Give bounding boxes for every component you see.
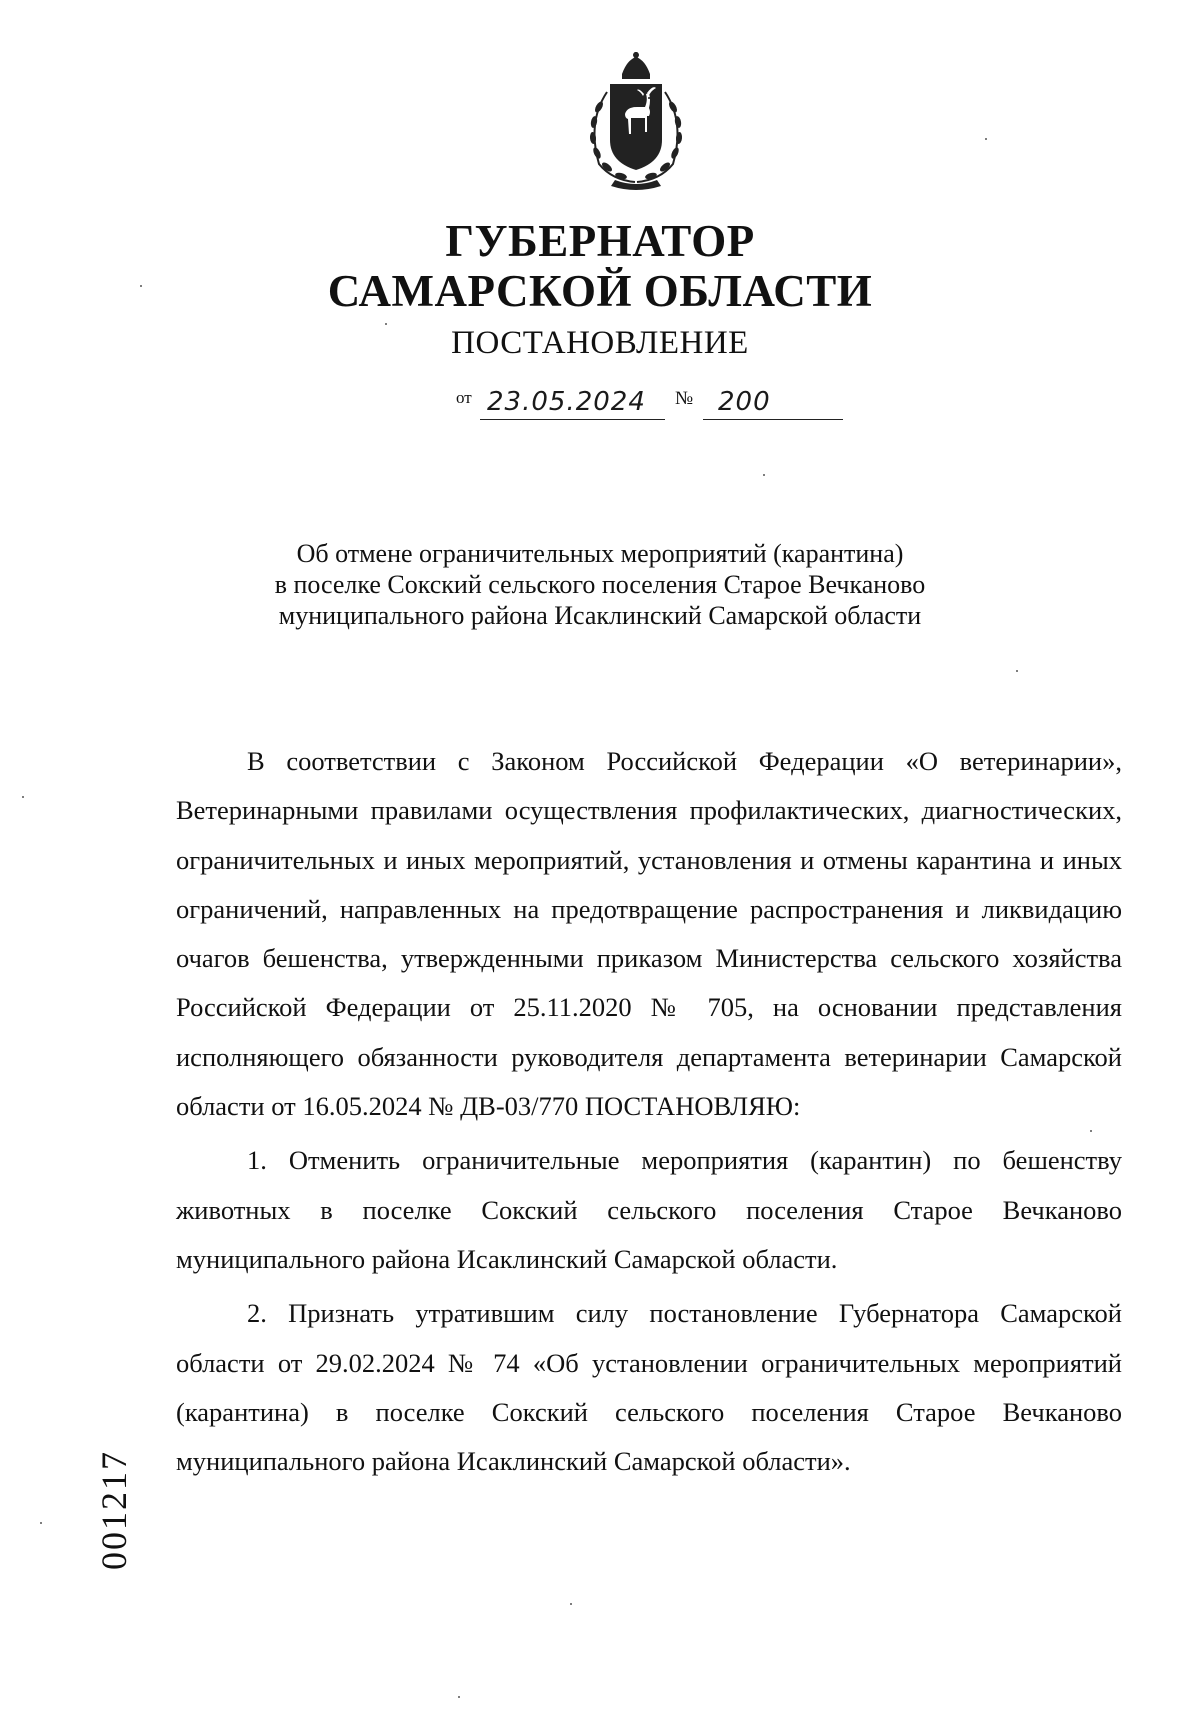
- title-line: в поселке Сокский сельского поселения Старое Вечканово: [274, 570, 926, 599]
- number-value: 200: [718, 387, 771, 417]
- title-line: муниципального района Исаклинский Самарской области: [278, 601, 922, 630]
- scan-speck: [385, 323, 387, 325]
- scan-speck: [40, 1522, 42, 1524]
- body-paragraph-preamble: В соответствии с Законом Российской Федерации «О ветеринарии», Ветеринарными правилами осуществления профилактических, диагностических, ограничительных и иных мероприятий, установления и отмены карантина и иных ограничений, направленных на предотвращение распространения и ликвидацию очагов бешенства, утвержденными приказом Министерства сельского хозяйства Российской Федерации от 25.11.2020 № 705, на основании представления исполняющего обязанности руководителя департамента ветеринарии Самарской области от 16.05.2024 № ДВ-03/770 ПОСТАНОВЛЯЮ:: [176, 746, 1122, 1122]
- date-prefix: от: [456, 388, 472, 407]
- samara-coat-of-arms-icon: [577, 52, 695, 190]
- body-paragraph-item-1: 1. Отменить ограничительные мероприятия (карантин) по бешенству животных в поселке Сокский сельского поселения Старое Вечканово муниципального района Исаклинский Самарской области.: [176, 1145, 1122, 1274]
- document-title: [200, 538, 1000, 631]
- scan-speck: [985, 138, 987, 140]
- scan-speck: [140, 285, 142, 287]
- title-line: Об отмене ограничительных мероприятий (карантина): [296, 539, 904, 568]
- scan-speck: [22, 796, 24, 798]
- scan-speck: [763, 474, 765, 476]
- document-body: [176, 737, 1122, 1486]
- authority-title-line1: ГУБЕРНАТОР: [445, 216, 755, 266]
- number-prefix: №: [675, 388, 694, 409]
- body-paragraph-item-2: 2. Признать утратившим силу постановление Губернатора Самарской области от 29.02.2024 № 74 «Об установлении ограничительных мероприятий (карантина) в поселке Сокский сельского поселения Старое Вечканово муниципального района Исаклинский Самарской области».: [176, 1298, 1122, 1477]
- scan-speck: [458, 1696, 460, 1698]
- document-type: ПОСТАНОВЛЕНИЕ: [451, 325, 749, 361]
- date-underline: [480, 419, 665, 420]
- scan-speck: [1090, 1130, 1092, 1132]
- scan-speck: [1016, 670, 1018, 672]
- number-underline: [703, 419, 843, 420]
- date-value: 23.05.2024: [487, 387, 646, 417]
- scan-speck: [570, 1603, 572, 1605]
- authority-title-line2: САМАРСКОЙ ОБЛАСТИ: [327, 266, 873, 316]
- serial-number: 001217: [94, 1450, 134, 1570]
